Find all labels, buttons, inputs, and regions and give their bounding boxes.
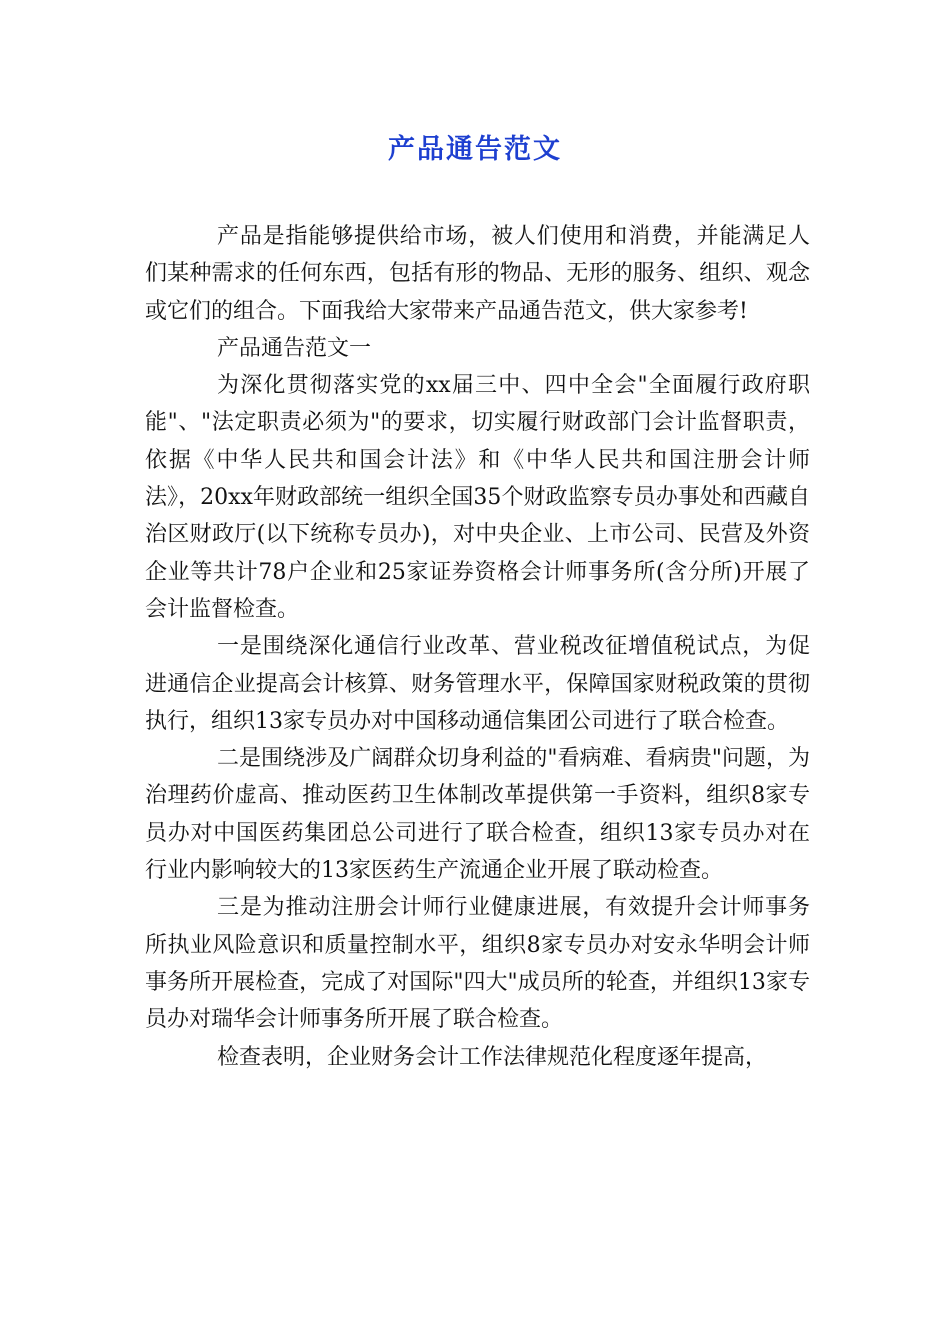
- paragraph-point-one: 一是围绕深化通信行业改革、营业税改征增值税试点，为促进通信企业提高会计核算、财务管理水平，保障国家财税政策的贯彻执行，组织13家专员办对中国移动通信集团公司进行了联合检查。: [145, 634, 810, 734]
- paragraph-conclusion: 检查表明，企业财务会计工作法律规范化程度逐年提高，: [217, 1044, 768, 1070]
- document-title: 产品通告范文: [388, 134, 562, 165]
- document-body: [145, 218, 810, 1076]
- paragraph-point-three: 三是为推动注册会计师行业健康进展，有效提升会计师事务所执业风险意识和质量控制水平，组织8家专员办对安永华明会计师事务所开展检查，完成了对国际"四大"成员所的轮查，并组织13家专员办对瑞华会计师事务所开展了联合检查。: [145, 895, 810, 1033]
- paragraph-point-two: 二是围绕涉及广阔群众切身利益的"看病难、看病贵"问题，为治理药价虚高、推动医药卫生体制改革提供第一手资料，组织8家专员办对中国医药集团总公司进行了联合检查，组织13家专员办对在行业内影响较大的13家医药生产流通企业开展了联动检查。: [145, 746, 810, 884]
- paragraph-intro: 产品是指能够提供给市场，被人们使用和消费，并能满足人们某种需求的任何东西，包括有形的物品、无形的服务、组织、观念或它们的组合。下面我给大家带来产品通告范文，供大家参考!: [145, 224, 810, 324]
- paragraph-overview: 为深化贯彻落实党的xx届三中、四中全会"全面履行政府职能"、"法定职责必须为"的要求，切实履行财政部门会计监督职责，依据《中华人民共和国会计法》和《中华人民共和国注册会计师法》，20xx年财政部统一组织全国35个财政监察专员办事处和西藏自治区财政厅(以下统称专员办)，对中央企业、上市公司、民营及外资企业等共计78户企业和25家证券资格会计师事务所(含分所)开展了会计监督检查。: [145, 373, 810, 622]
- paragraph-subheading: 产品通告范文一: [217, 335, 372, 361]
